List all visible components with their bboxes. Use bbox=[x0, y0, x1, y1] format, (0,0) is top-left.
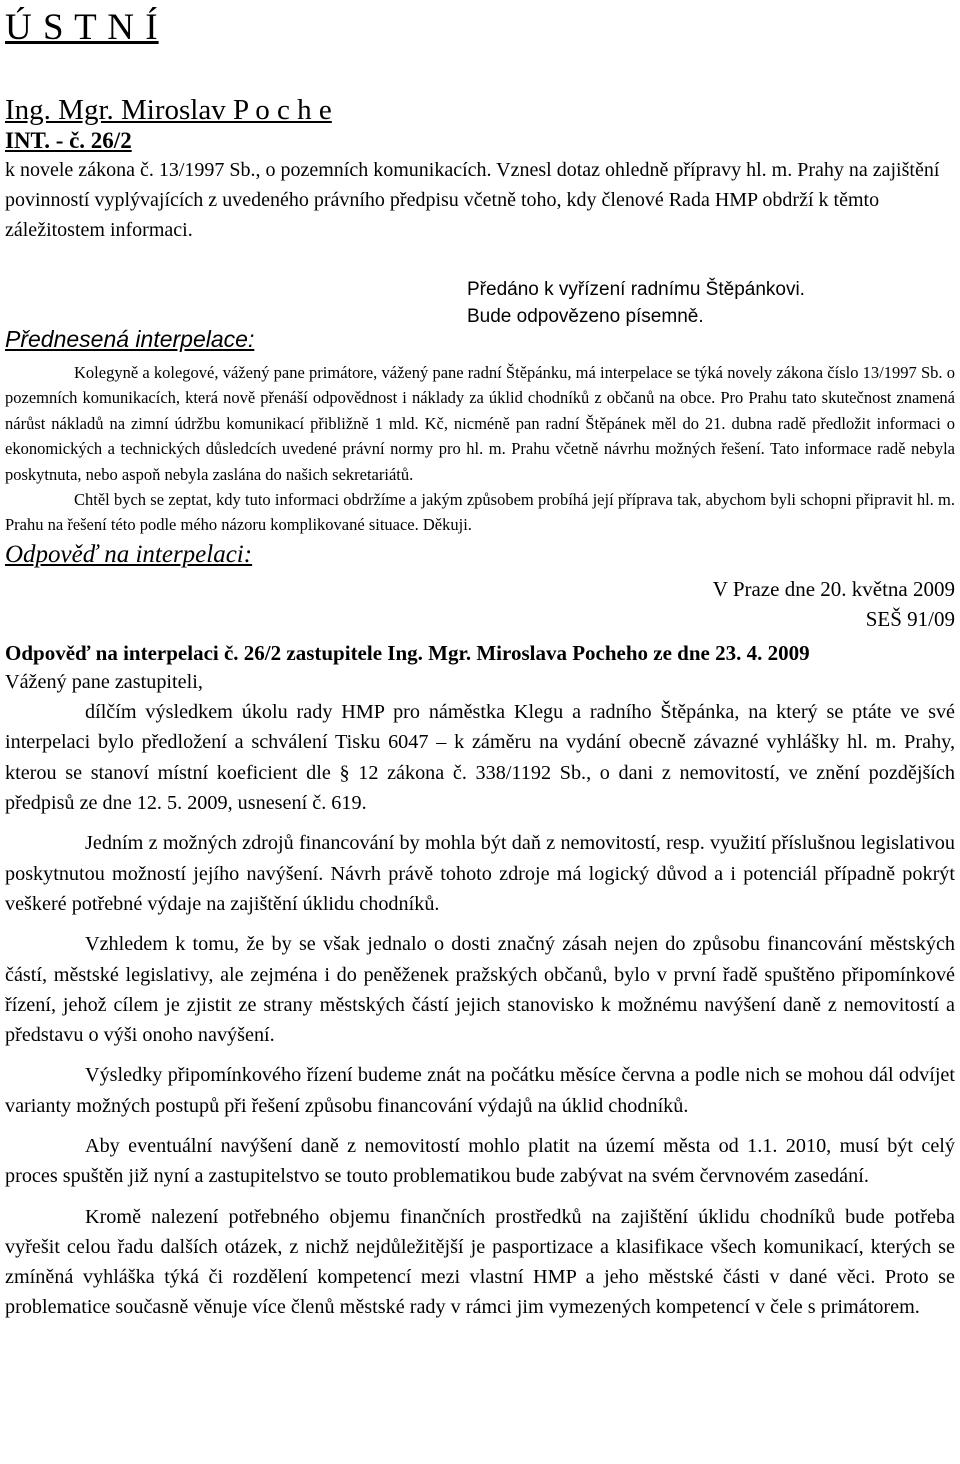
interpelace-number: INT. - č. 26/2 bbox=[5, 128, 132, 153]
document-page bbox=[5, 0, 955, 1323]
day-heading: Ú S T N Í bbox=[5, 7, 159, 48]
answer-mode: Bude odpovězeno písemně. bbox=[467, 306, 704, 327]
question-paragraph: Kolegyně a kolegové, vážený pane primátore, vážený pane radní Štěpánku, má interpelace se týká novely zákona číslo 13/1997 Sb. o pozemních komunikacích, která nově přenáší odpovědnost i náklady za úklid chodníků z občanů na obce. Pro Prahu tato skutečnost znamená nárůst nákladů na zimní údržbu komunikací přibližně 1 mld. Kč, nicméně pan radní Štěpánek měl do 21. dubna radě předložit informaci o ekonomických a technických důsledcích uvedené právní normy pro hl. m. Prahu včetně návrhu možných řešení. Tato informace radě nebyla poskytnuta, nebo aspoň nebyla zaslána do našich sekretariátů. bbox=[5, 363, 955, 484]
interpelace-subject: k novele zákona č. 13/1997 Sb., o pozemních komunikacích. Vznesl dotaz ohledně přípravy hl. m. Prahy na zajištění povinností vyplývajících z uvedeného právního předpisu včetně toho, kdy členové Rada HMP obdrží k těmto záležitostem informaci. bbox=[5, 159, 940, 241]
salutation: Vážený pane zastupiteli, bbox=[5, 670, 203, 693]
answer-paragraph: dílčím výsledkem úkolu rady HMP pro náměstka Klegu a radního Štěpánka, na který se ptáte ve své interpelaci bylo předložení a schválení Tisku 6047 – k záměru na vydání obecně závazné vyhlášky hl. m. Prahy, kterou se stanoví místní koeficient dle § 12 zákona č. 338/1192 Sb., o dani z nemovitostí, ve znění pozdějších předpisů ze dne 12. 5. 2009, usnesení č. 619. bbox=[5, 701, 955, 815]
mp-name: Ing. Mgr. Miroslav P o c h e bbox=[5, 94, 332, 126]
answer-paragraph: Aby eventuální navýšení daně z nemovitostí mohlo platit na území města od 1.1. 2010, musí být celý proces spuštěn již nyní a zastupitelstvo se touto problematikou bude zabývat na svém červnovém zasedání. bbox=[5, 1135, 955, 1188]
answer-title: Odpověď na interpelaci č. 26/2 zastupitele Ing. Mgr. Miroslava Pocheho ze dne 23. 4. 2009 bbox=[5, 640, 810, 665]
assigned-to: Předáno k vyřízení radnímu Štěpánkovi. bbox=[467, 279, 805, 300]
answer-paragraph: Vzhledem k tomu, že by se však jednalo o dosti značný zásah nejen do způsobu financování městských částí, městské legislativy, ale zejména i do peněženek pražských občanů, bylo v první řadě spuštěno připomínkové řízení, jehož cílem je zjistit ze strany městských částí jejich stanovisko k možnému navýšení daně z nemovitostí a představu o výši onoho navýšení. bbox=[5, 933, 955, 1047]
answer-paragraph: Výsledky připomínkového řízení budeme znát na počátku měsíce června a podle nich se mohou dál odvíjet varianty možných postupů při řešení způsobu financování výdajů na úklid chodníků. bbox=[5, 1064, 955, 1117]
answer-paragraph: Jedním z možných zdrojů financování by mohla být daň z nemovitostí, resp. využití příslušnou legislativou poskytnutou možností jejího navýšení. Návrh právě tohoto zdroje má logický důvod a i potenciál případně pokrýt veškeré potřebné výdaje na zajištění úklidu chodníků. bbox=[5, 832, 955, 915]
section-question-heading: Přednesená interpelace: bbox=[5, 326, 255, 352]
section-answer-heading: Odpověď na interpelaci: bbox=[5, 540, 253, 568]
answer-reference: SEŠ 91/09 bbox=[865, 606, 955, 631]
answer-date: V Praze dne 20. května 2009 bbox=[712, 576, 955, 601]
answer-paragraph: Kromě nalezení potřebného objemu finančních prostředků na zajištění úklidu chodníků bude potřeba vyřešit celou řadu dalších otázek, z nichž nejdůležitější je pasportizace a klasifikace všech komunikací, kterých se zmíněná vyhláška týká či rozdělení kompetencí mezi vlastní HMP a jeho městské části v dané věci. Proto se problematice současně věnuje více členů městské rady v rámci jim vymezených kompetencí v čele s primátorem. bbox=[5, 1205, 955, 1319]
question-paragraph: Chtěl bych se zeptat, kdy tuto informaci obdržíme a jakým způsobem probíhá její příprava tak, abychom byli schopni připravit hl. m. Prahu na řešení této podle mého názoru komplikované situace. Děkuji. bbox=[5, 490, 955, 535]
